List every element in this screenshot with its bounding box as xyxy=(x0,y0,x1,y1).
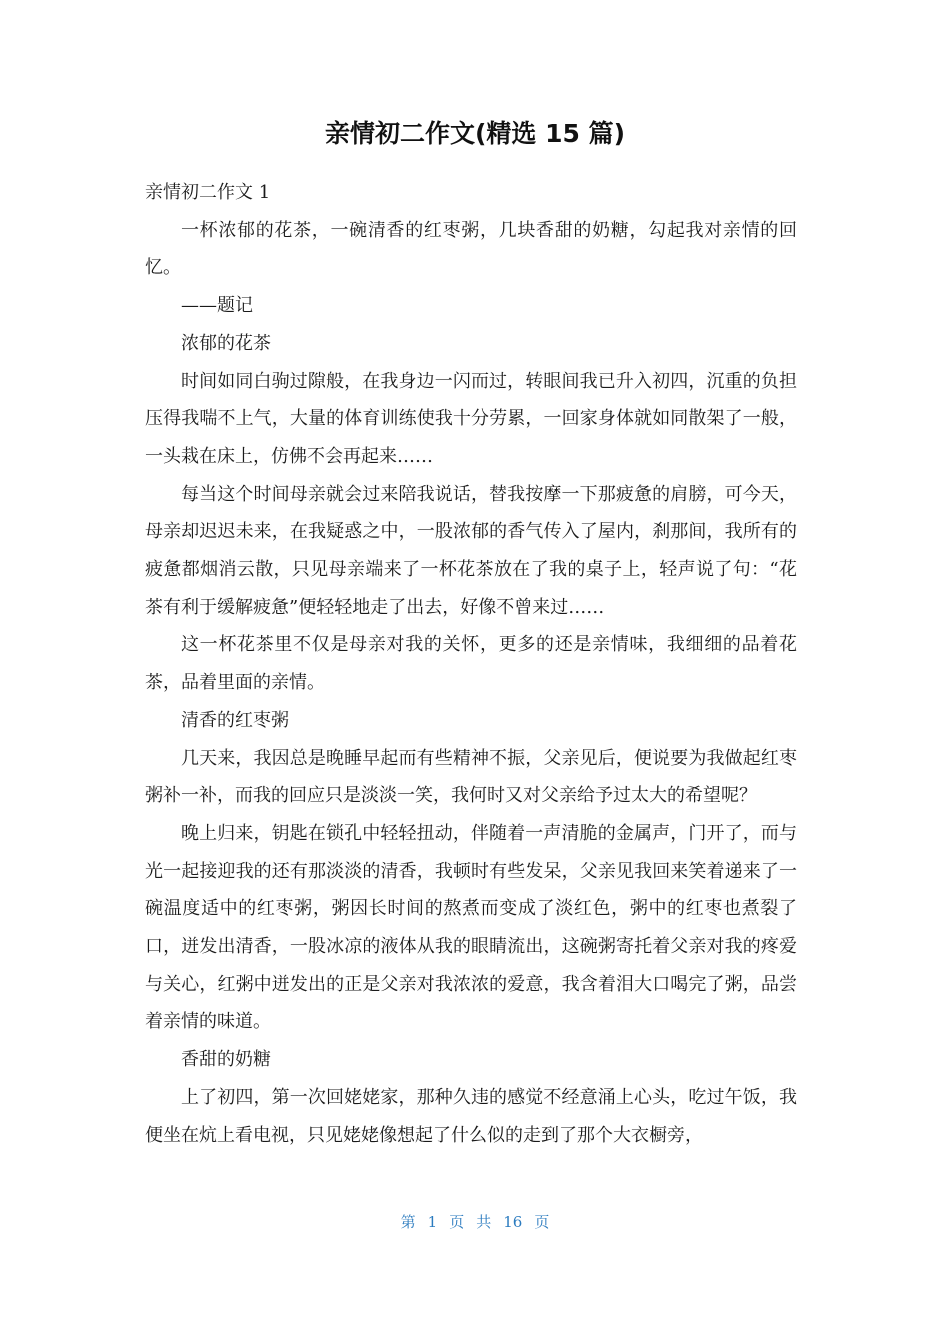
subheading-milk-candy: 香甜的奶糖 xyxy=(181,1049,271,1071)
epigraph-attribution: ——题记 xyxy=(181,295,253,317)
document-title: 亲情初二作文(精选 15 篇) xyxy=(324,119,626,148)
page-footer xyxy=(0,1210,950,1234)
paragraph: 每当这个时间母亲就会过来陪我说话，替我按摩一下那疲惫的肩膀，可今天，母亲却迟迟未来，在我疑惑之中，一股浓郁的香气传入了屋内，刹那间，我所有的疲惫都烟消云散，只见母亲端来了一杯花茶放在了我的桌子上，轻声说了句：“花茶有利于缓解疲惫”便轻轻地走了出去，好像不曾来过…… xyxy=(145,483,797,618)
paragraph: 一杯浓郁的花茶，一碗清香的红枣粥，几块香甜的奶糖，勾起我对亲情的回忆。 xyxy=(145,219,797,279)
paragraph: 晚上归来，钥匙在锁孔中轻轻扭动，伴随着一声清脆的金属声，门开了，而与光一起接迎我的还有那淡淡的清香，我顿时有些发呆，父亲见我回来笑着递来了一碗温度适中的红枣粥，粥因长时间的熬煮而变成了淡红色，粥中的红枣也煮裂了口，迸发出清香，一股冰凉的液体从我的眼睛流出，这碗粥寄托着父亲对我的疼爱与关心，红粥中迸发出的正是父亲对我浓浓的爱意，我含着泪大口喝完了粥，品尝着亲情的味道。 xyxy=(145,822,797,1033)
paragraph: 几天来，我因总是晚睡早起而有些精神不振，父亲见后，便说要为我做起红枣粥补一补，而我的回应只是淡淡一笑，我何时又对父亲给予过太大的希望呢？ xyxy=(145,747,797,807)
section-heading: 亲情初二作文 1 xyxy=(145,182,271,203)
subheading-jujube-porridge: 清香的红枣粥 xyxy=(181,709,289,731)
footer-word-page-end: 页 xyxy=(534,1213,550,1231)
subheading-flower-tea: 浓郁的花茶 xyxy=(181,332,271,354)
footer-total-pages: 16 xyxy=(503,1213,523,1231)
paragraph: 时间如同白驹过隙般，在我身边一闪而过，转眼间我已升入初四，沉重的负担压得我喘不上气，大量的体育训练使我十分劳累，一回家身体就如同散架了一般，一头栽在床上，仿佛不会再起来…… xyxy=(145,370,797,467)
paragraph: 这一杯花茶里不仅是母亲对我的关怀，更多的还是亲情味，我细细的品着花茶，品着里面的亲情。 xyxy=(145,634,797,694)
footer-word-page: 第 xyxy=(400,1213,416,1231)
footer-current-page: 1 xyxy=(427,1213,438,1231)
footer-word-of: 页 xyxy=(449,1213,465,1231)
footer-word-total: 共 xyxy=(476,1213,492,1231)
paragraph: 上了初四，第一次回姥姥家，那种久违的感觉不经意涌上心头，吃过午饭，我便坐在炕上看电视，只见姥姥像想起了什么似的走到了那个大衣橱旁， xyxy=(145,1086,797,1146)
document-body xyxy=(145,174,797,1154)
